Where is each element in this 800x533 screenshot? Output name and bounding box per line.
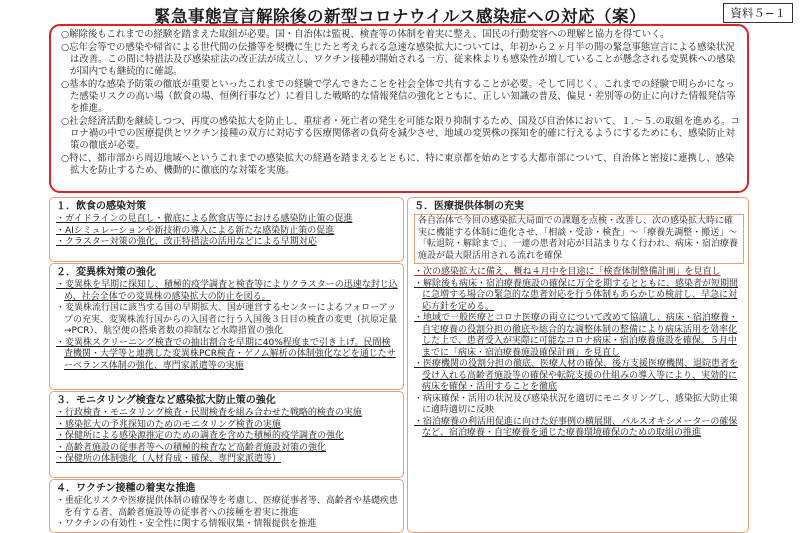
section-list [56, 408, 399, 466]
list-item: ・ワクチンの有効性・安全性に関する情報収集・情報提供を推進 [56, 519, 317, 529]
list-item: ・重症化リスクや医療提供体制の確保等を考慮し、医療従事者等、高齢者や基礎疾患を有する者、高齢者施設等の従事者への接種を着実に推進 [56, 496, 398, 518]
document-id-badge: 資料５−１ [723, 3, 793, 23]
list-item: ・行政検査・モニタリング検査・民間検査を組み合わせた戦略的検査の実施 [56, 408, 362, 418]
list-item: ・次の感染拡大に備え、概ね４月中を目途に「検査体制整備計画」を見直し [414, 267, 721, 277]
page-title: 緊急事態宣言解除後の新型コロナウイルス感染症への対応（案） [153, 7, 646, 26]
list-item: ・変異株スクリーニング検査での抽出割合を早期に40%程度まで引き上げ。民間検査機関・大学等と連携した変異株PCR検査・ゲノム解析の体制強化などを通じたサーベランス体制の強化、専門家派遣等の実施 [56, 337, 396, 371]
summary-box [49, 24, 749, 193]
list-item: ・ガイドラインの見直し・徹底による飲食店等における感染防止策の促進 [56, 214, 353, 224]
summary-paragraph: ○社会経済活動を継続しつつ、再度の感染拡大を防止し、重症者・死亡者の発生を可能な限り抑制するため、国及び自治体において、１.〜５.の取組を進める。コロナ禍の中での医療提供とワクチン接種の双方に対応する医療関係者の負荷を減少させ、地域の変異株の探知を的確に行えるようにするためにも、感染防止対策の徹底が必要。 [61, 115, 740, 152]
list-item: ・AIシミュレーションや新技術の導入による新たな感染防止策の促進 [56, 225, 335, 236]
section-vaccination [49, 479, 404, 533]
section-monitoring-testing [49, 391, 404, 478]
list-item: ・地域で一般医療とコロナ医療の両立について改めて協議し、病床・宿泊療養・自宅療養の役割分担の徹底や総合的な調整体制の整備により病床活用を効率化した上で、患者受入が実際に可能なコロナ病床・宿泊療養施設を確保。５月中までに「病床・宿泊療養施設確保計画」を見直し [414, 313, 738, 358]
section-title: ２．変異株対策の強化 [56, 267, 156, 278]
list-item: ・保健所の体制強化（人材育成・確保、専門家派遣等） [56, 454, 282, 464]
summary-paragraph: ○忘年会等での感染や帰省による世代間の伝播等を契機に生じたと考えられる急速な感染拡大については、年初から２ヶ月半の間の緊急事態宣言による感染状況は改善。この間に特措法及び感染症法の改正法が成立し、ワクチン接種が開始される一方、従来株よりも感染性が増していることが懸念される変異株への感染が国内でも継続的に確認。 [61, 41, 736, 78]
section-list [414, 267, 744, 440]
list-item: ・保健所による感染源推定のための調査を含めた積極的疫学調査の強化 [56, 431, 345, 441]
summary-paragraph: ○解除後もこれまでの経験を踏まえた取組が必要。国・自治体は監視、検査等の体制を着実に整え、国民の行動変容への理解と協力を得ていく。 [61, 29, 670, 40]
list-item: ・病床確保・活用の状況及び感染状況を適切にモニタリングし、感染拡大防止策に適時適切に反映 [414, 393, 738, 415]
section-title: １．飲食の感染対策 [56, 201, 146, 212]
list-item: ・変異株を早期に探知し、積極的疫学調査と検査等によりクラスターの迅速な封じ込め、社会全体での変異株の感染拡大の防止を図る。 [56, 280, 398, 302]
section-medical-system [407, 197, 749, 533]
list-item: ・変異株流行国に該当する国の早期拡大、国が運営するセンターによるフォローアップの充実、変異株流行国からの入国者に行う入国後３日目の検査の変更（抗原定量→PCR）、航空便の搭乗者数の抑制など水際措置の強化 [56, 303, 398, 336]
list-item: ・宿泊療養の利活用促進に向けた好事例の横展開、パルスオキシメーターの確保など、宿泊療養・自宅療養を通じた療養環境確保のための取組の推進 [414, 416, 738, 438]
list-item: ・高齢者施設の従事者等への積極的検査など高齢者施設対策の強化 [56, 442, 327, 453]
section-list [56, 214, 399, 249]
section-list [56, 496, 399, 531]
section-intro-box: 各自治体で今回の感染拡大局面での課題を点検・改善し、次の感染拡大時に確実に機能する体制に進化させ、「相談・受診・検査」〜「療養先調整・搬送」〜「転退院・解除まで」、一連の患者対応が目詰まりなく行われ、病床・宿泊療養施設が最大限活用される流れを確保 [414, 214, 744, 264]
list-item: ・感染拡大の予兆探知のためのモニタリング検査の実施 [56, 419, 281, 430]
list-item: ・解除後も病床・宿泊療養施設の確保に万全を期するとともに、感染者が短期間に急増する場合の緊急的な患者対応を行う体制もあらかじめ検討し、早急に対応方針を定める。 [414, 278, 739, 312]
section-title: ３．モニタリング検査など感染拡大防止策の強化 [56, 395, 276, 406]
section-dining-measures [49, 197, 404, 262]
section-variant-measures [49, 263, 404, 390]
section-title: ４．ワクチン接種の着実な推進 [56, 483, 196, 494]
section-title: ５．医療提供体制の充実 [414, 201, 524, 212]
list-item: ・クラスター対策の強化、改正特措法の活用などによる早期対応 [56, 237, 317, 247]
summary-paragraph: ○基本的な感染予防策の徹底が重要といったこれまでの経験で学んできたことを社会全体で共有することが必要。そして同じく、これまでの経験で明らかになった感染リスクの高い場（飲食の場、恒例行事など）に着目した戦略的な情報発信の強化とともに、正しい知識の普及、偏見・差別等の防止に向けた情報発信等を推進。 [61, 78, 736, 115]
list-item: ・医療機関の役割分担の徹底、医療人材の確保、後方支援医療機関、退院患者を受け入れる高齢者施設等の確保や転院支援の仕組みの導入等により、実効的に病床を確保・活用することを徹底 [414, 359, 739, 392]
section-list [56, 280, 399, 372]
summary-paragraph: ○特に、都市部から周辺地域へというこれまでの感染拡大の経過を踏まえるとともに、特に東京都を始めとする大都市部について、自治体と密接に連携し、感染拡大を防止するため、機動的に徹底的な対策を実施。 [61, 153, 735, 177]
